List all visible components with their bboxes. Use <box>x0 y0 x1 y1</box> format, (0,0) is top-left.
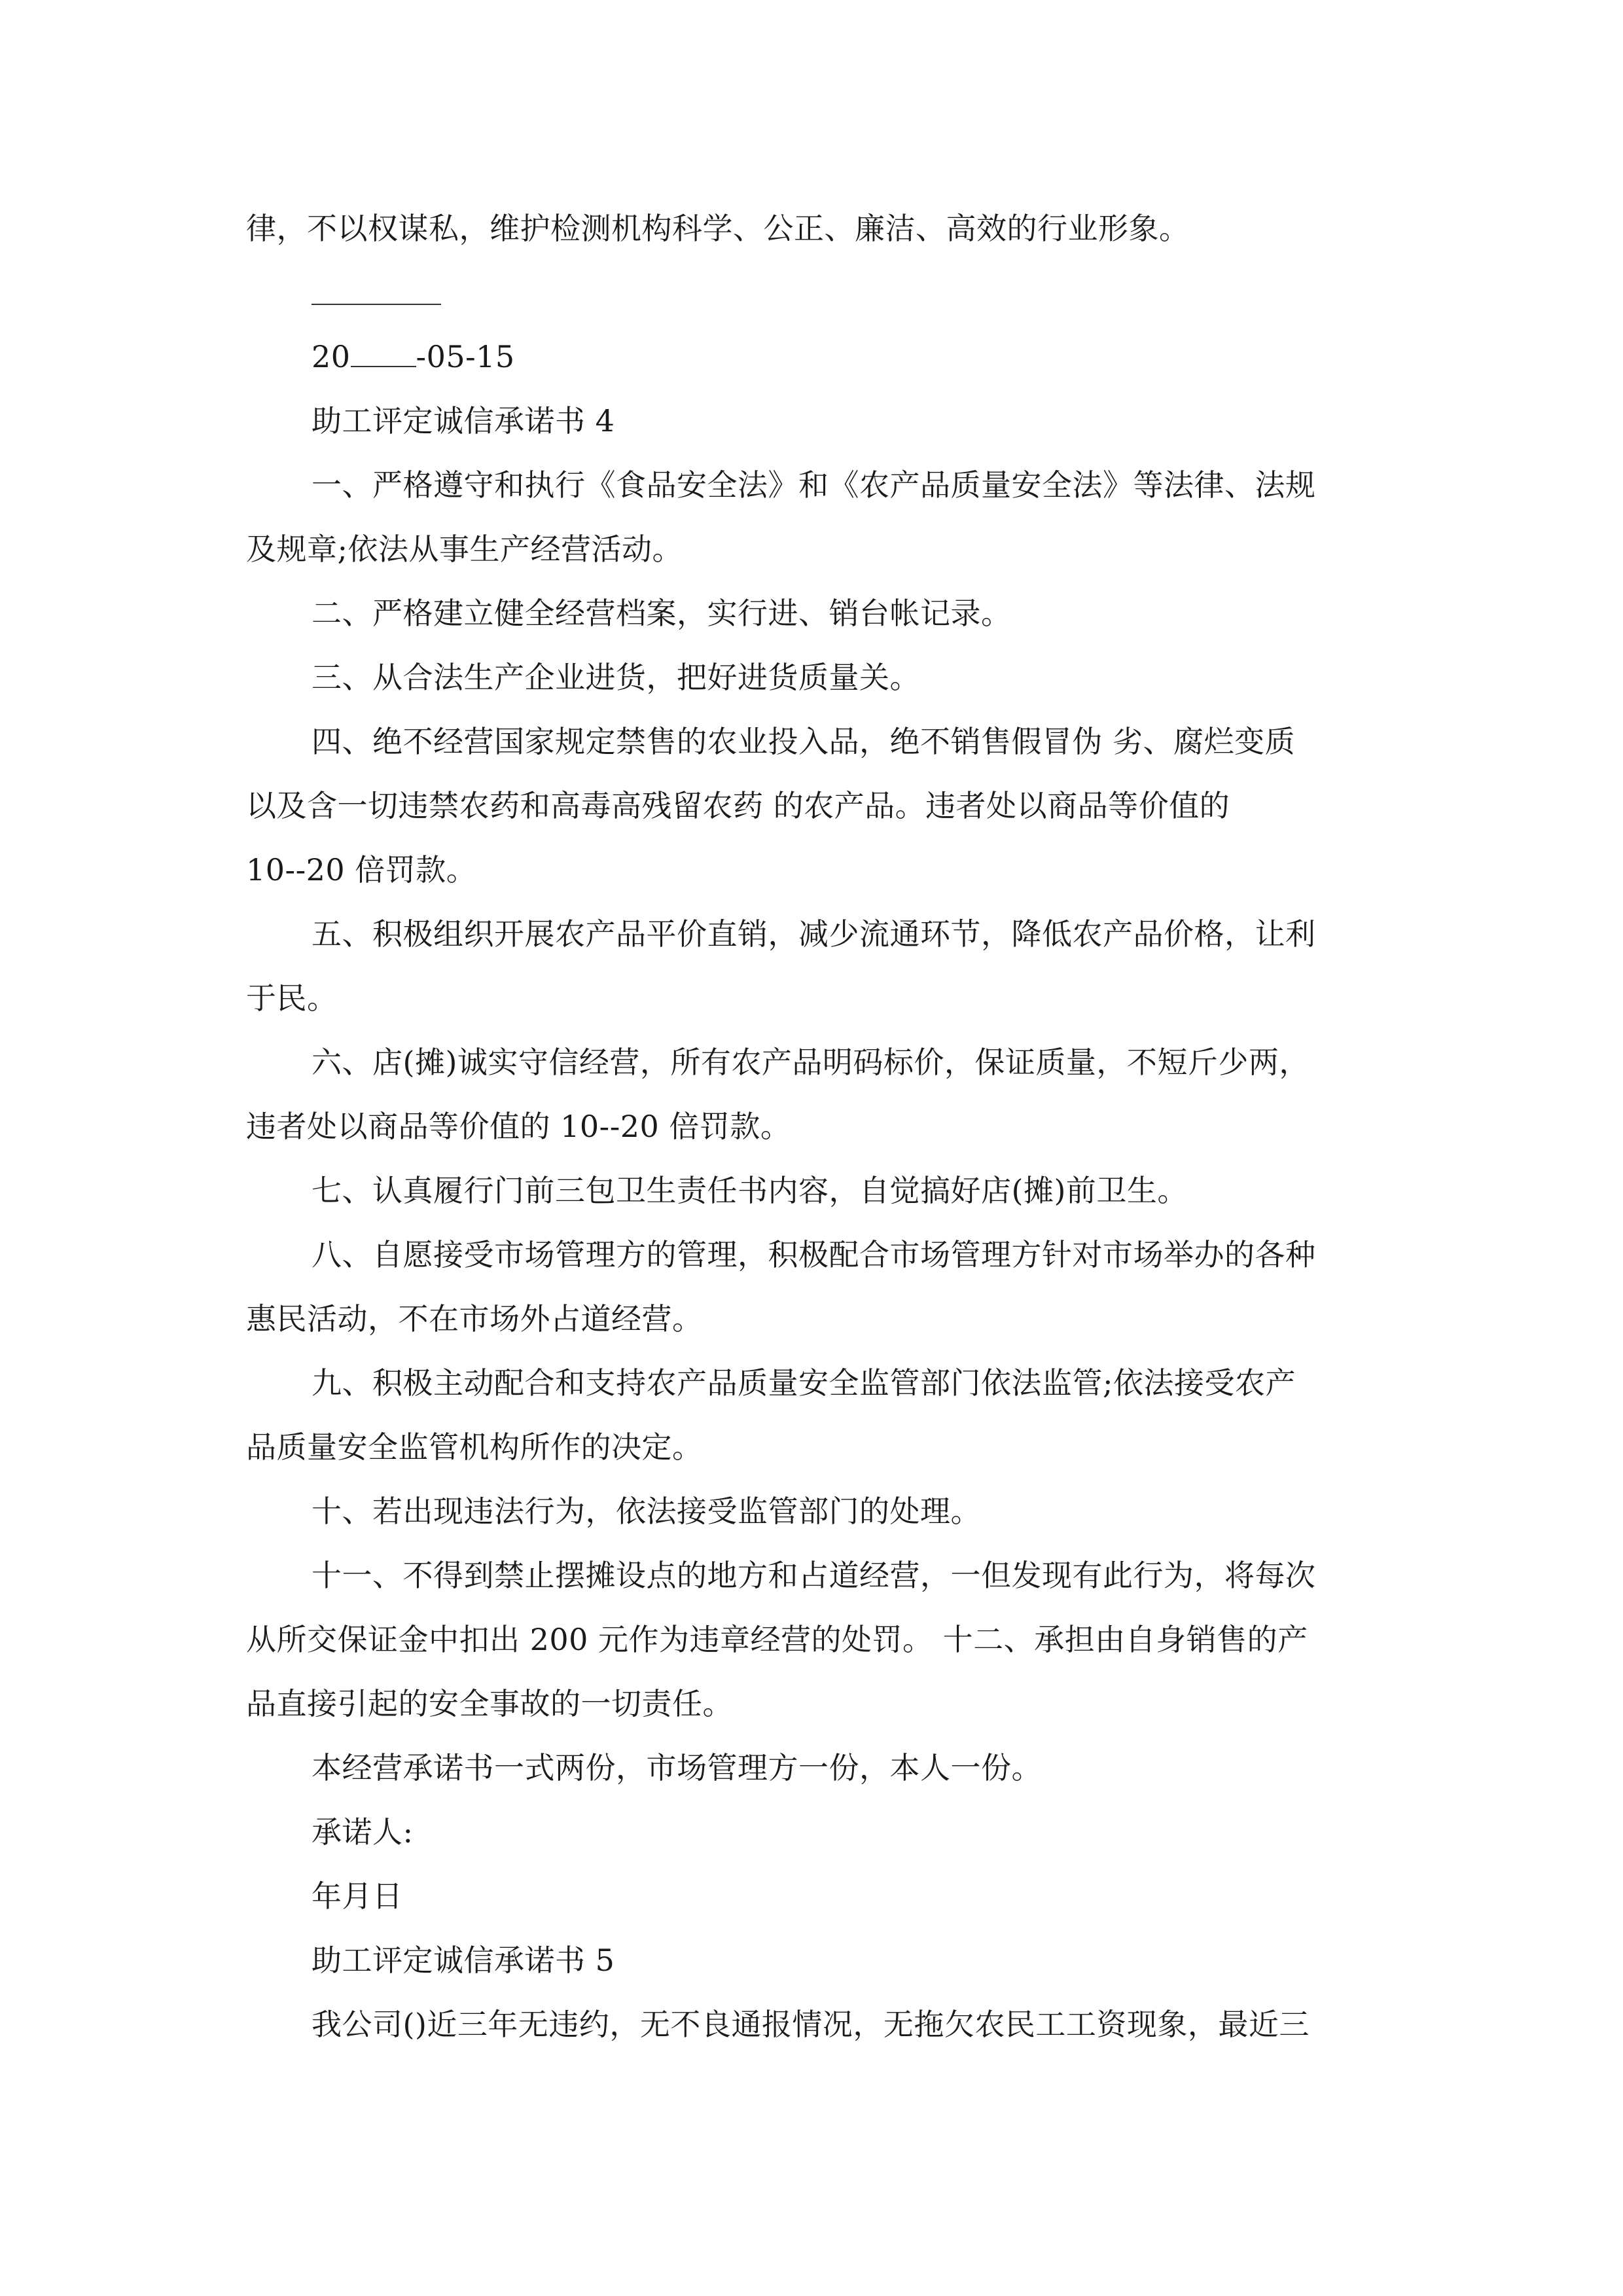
copies-statement: 本经营承诺书一式两份，市场管理方一份，本人一份。 <box>312 1750 1042 1785</box>
item-9-line-1: 九、积极主动配合和支持农产品质量安全监管部门依法监管;依法接受农产 <box>312 1365 1296 1401</box>
section-title: 助工评定诚信承诺书 5 <box>312 1943 615 1978</box>
item-7-line-1: 七、认真履行门前三包卫生责任书内容，自觉搞好店(摊)前卫生。 <box>312 1173 1188 1208</box>
item-1-line-2: 及规章;依法从事生产经营活动。 <box>246 531 683 567</box>
document-body <box>246 196 1391 2056</box>
date-label: 年月日 <box>312 1878 403 1914</box>
item-8-line-2: 惠民活动，不在市场外占道经营。 <box>246 1301 703 1336</box>
item-3-line-1: 三、从合法生产企业进货，把好进货质量关。 <box>312 660 920 695</box>
item-8-line-1: 八、自愿接受市场管理方的管理，积极配合市场管理方针对市场举办的各种 <box>312 1237 1316 1272</box>
item-11-line-3: 品直接引起的安全事故的一切责任。 <box>246 1686 733 1721</box>
item-11-line-2: 从所交保证金中扣出 200 元作为违章经营的处罚。 十二、承担由自身销售的产 <box>246 1622 1308 1657</box>
item-1-line-1: 一、严格遵守和执行《食品安全法》和《农产品质量安全法》等法律、法规 <box>312 467 1316 503</box>
item-2-line-1: 二、严格建立健全经营档案，实行进、销台帐记录。 <box>312 596 1012 631</box>
item-5-line-2: 于民。 <box>246 980 338 1016</box>
item-10-line-1: 十、若出现违法行为，依法接受监管部门的处理。 <box>312 1494 981 1529</box>
signature-blank <box>246 260 1391 325</box>
section5-first-line: 我公司()近三年无违约，无不良通报情况，无拖欠农民工工资现象，最近三 <box>312 2007 1310 2042</box>
item-9-line-2: 品质量安全监管机构所作的决定。 <box>246 1429 703 1465</box>
item-4-line-2: 以及含一切违禁农药和高毒高残留农药 的农产品。违者处以商品等价值的 <box>246 788 1230 823</box>
date-prefix: 20 <box>312 339 351 374</box>
item-4-line-1: 四、绝不经营国家规定禁售的农业投入品，绝不销售假冒伪 劣、腐烂变质 <box>312 724 1296 759</box>
item-6-line-1: 六、店(摊)诚实守信经营，所有农产品明码标价，保证质量，不短斤少两， <box>312 1045 1310 1080</box>
signature-underline <box>312 304 441 305</box>
date-suffix: -05-15 <box>416 339 515 374</box>
item-6-line-2: 违者处以商品等价值的 10--20 倍罚款。 <box>246 1109 791 1144</box>
section-title: 助工评定诚信承诺书 4 <box>312 403 615 439</box>
item-11-line-1: 十一、不得到禁止摆摊设点的地方和占道经营，一但发现有此行为，将每次 <box>312 1558 1316 1593</box>
item-4-line-3: 10--20 倍罚款。 <box>246 852 477 888</box>
paragraph-continuation: 律，不以权谋私，维护检测机构科学、公正、廉洁、高效的行业形象。 <box>246 211 1190 246</box>
signer-label: 承诺人: <box>312 1814 414 1850</box>
date-line <box>246 325 1391 389</box>
year-blank <box>351 344 416 367</box>
item-5-line-1: 五、积极组织开展农产品平价直销，减少流通环节，降低农产品价格，让利 <box>312 916 1316 952</box>
